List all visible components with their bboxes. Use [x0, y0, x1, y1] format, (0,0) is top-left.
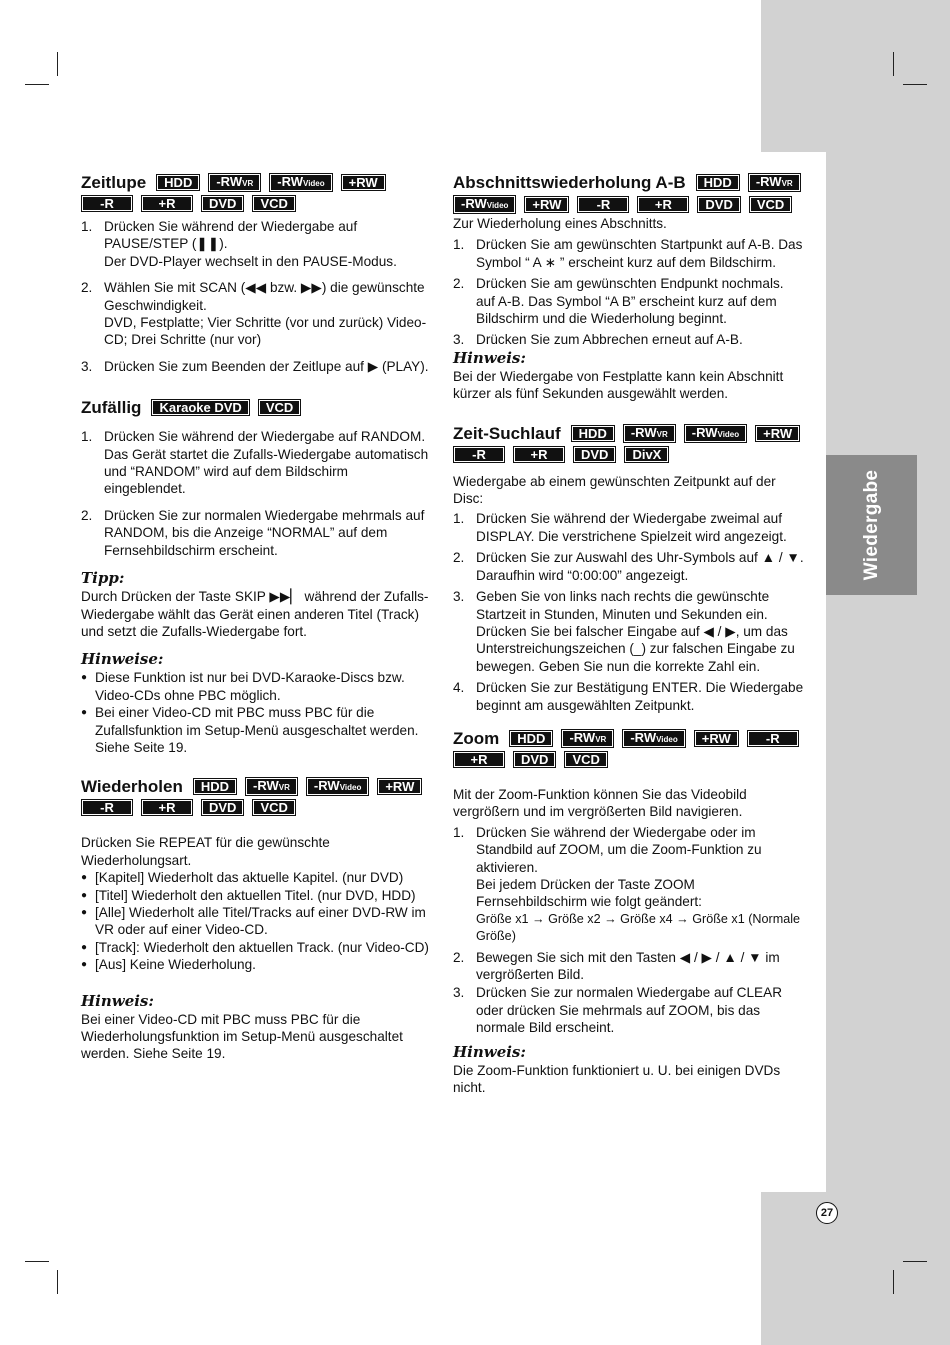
notes-label: Hinweise: [81, 650, 164, 669]
list-item: ● [Kapitel] Wiederholt das aktuelle Kapitel. (nur DVD) [81, 869, 433, 886]
section-title: Abschnittswiederholung A-B [453, 173, 686, 192]
disc-badge: +RW [377, 778, 422, 795]
section-title: Zufällig [81, 398, 142, 418]
tip-label: Tipp: [81, 569, 125, 588]
disc-badge: DVD [697, 196, 740, 213]
list-item [453, 236, 805, 271]
section-header [81, 776, 433, 816]
left-column [81, 172, 433, 1063]
step-text: Drücken Sie am gewünschten Startpunkt auf A-B. Das Symbol “ A ∗ ” erscheint kurz auf dem Bildschirm. [476, 237, 803, 270]
notes-list [81, 669, 433, 756]
disc-badge: VCD [252, 799, 295, 816]
step-number: 1. [81, 219, 93, 234]
crop-mark [903, 1261, 927, 1262]
list-item [81, 218, 433, 270]
disc-badge: -R [577, 196, 629, 213]
repeat-modes-list [81, 869, 433, 973]
list-item [453, 679, 805, 714]
disc-badge: HDD [193, 778, 237, 795]
step-number: 2. [453, 276, 465, 292]
steps-list [453, 236, 805, 348]
list-item: ● [Titel] Wiederholt den aktuellen Titel. (nur DVD, HDD) [81, 887, 433, 904]
list-item: ● [Alle] Wiederholt alle Titel/Tracks auf einer DVD-RW im VR oder auf einer Video-CD. [81, 904, 433, 939]
crop-mark [903, 84, 927, 85]
disc-badge: +RW [694, 730, 739, 747]
intro-text: Drücken Sie REPEAT für die gewünschte Wiederholungsart. [81, 835, 330, 868]
list-item [453, 549, 805, 584]
step-number: 1. [81, 429, 93, 445]
section-header [81, 172, 433, 212]
disc-badge: -R [453, 446, 505, 463]
page-number: 27 [816, 1202, 838, 1224]
right-column [453, 172, 805, 1096]
step-text: DVD, Festplatte; Vier Schritte (vor und zurück) Video-CD; Drei Schritte (nur vor) [104, 315, 427, 348]
intro-text: Wiedergabe ab einem gewünschten Zeitpunkt auf der Disc: [453, 473, 776, 507]
disc-badge: VCD [564, 751, 607, 768]
step-text: Drücken Sie während der Wiedergabe auf PAUSE/STEP (❚❚). [104, 219, 358, 252]
disc-badge: -RWVideo [269, 173, 332, 192]
step-text: Drücken Sie zur Bestätigung ENTER. Die Wiedergabe beginnt am ausgewählten Zeitpunkt. [476, 680, 804, 713]
crop-mark [57, 1270, 58, 1294]
list-item [453, 331, 805, 348]
step-text: Bewegen Sie sich mit den Tasten ◀ / ▶ / ▲ / ▼ im vergrößerten Bild. [476, 949, 780, 982]
steps-list [453, 824, 805, 1037]
note-text: Die Zoom-Funktion funktioniert u. U. bei einigen DVDs nicht. [453, 1062, 781, 1096]
disc-badge: -R [81, 195, 133, 212]
step-text: Drücken Sie zur normalen Wiedergabe mehrmals auf RANDOM, bis die Anzeige “NORMAL” auf dem Fernsehbildschirm erscheint. [104, 507, 425, 558]
disc-badge: -RWVideo [306, 777, 369, 796]
crop-mark [57, 52, 58, 76]
list-item [81, 358, 433, 375]
disc-badge: VCD [749, 196, 792, 213]
disc-badge: +RW [524, 196, 569, 213]
section-header [81, 397, 433, 418]
section-title: Zoom [453, 728, 500, 748]
step-number: 1. [453, 511, 465, 527]
list-item [453, 588, 805, 675]
step-text: Wählen Sie mit SCAN (◀◀ bzw. ▶▶) die gewünschte Geschwindigkeit. [104, 280, 425, 313]
note-label: Hinweis: [453, 348, 526, 367]
intro-text: Mit der Zoom-Funktion können Sie das Videobild vergrößern und im vergrößerten Bild navigieren. [453, 786, 747, 820]
step-text: Drücken Sie während der Wiedergabe auf RANDOM. [104, 429, 426, 445]
step-text: Drücken Sie am gewünschten Endpunkt nochmals. auf A-B. Das Symbol “A B” erscheint kurz auf dem Bildschirm und die Wiederholung beginnt. [476, 276, 784, 327]
steps-list [81, 428, 433, 559]
side-tab-label: Wiedergabe [860, 469, 882, 581]
step-text: Drücken Sie während der Wiedergabe oder im Standbild auf ZOOM, um die Zoom-Funktion zu aktivieren. [476, 824, 762, 875]
list-item [453, 984, 805, 1036]
disc-badge: HDD [696, 174, 740, 191]
step-text: Bei jedem Drücken der Taste ZOOM Fernsehbildschirm wie folgt geändert: [476, 876, 702, 910]
step-number: 2. [81, 507, 93, 523]
disc-badge: -R [747, 730, 799, 747]
list-item [453, 949, 805, 984]
disc-badge: DVD [573, 446, 616, 463]
disc-badge: -RWVR [245, 777, 298, 796]
disc-badge: +RW [341, 174, 386, 191]
section-zeit-suchlauf [453, 423, 805, 714]
crop-mark [893, 52, 894, 76]
list-item: ● [Aus] Keine Wiederholung. [81, 956, 433, 973]
disc-badge: +R [637, 196, 689, 213]
step-number: 2. [453, 949, 465, 965]
disc-badge: DVD [513, 751, 556, 768]
list-item [453, 510, 805, 545]
disc-badge: VCD [258, 399, 301, 416]
step-number: 2. [453, 550, 465, 566]
disc-badge: HDD [156, 174, 200, 191]
section-side-tab [826, 455, 917, 595]
list-item [81, 507, 433, 559]
list-item [81, 428, 433, 498]
section-header [453, 172, 805, 214]
crop-mark [25, 1261, 49, 1262]
section-zeitlupe [81, 172, 433, 375]
disc-badge: -RWVR [561, 729, 614, 748]
section-title: Wiederholen [81, 777, 183, 797]
list-item: ● [Track]: Wiederholt den aktuellen Track. (nur Video-CD) [81, 939, 433, 956]
list-item: ● Diese Funktion ist nur bei DVD-Karaoke-Discs bzw. Video-CDs ohne PBC möglich. [81, 669, 433, 704]
note-label: Hinweis: [453, 1042, 526, 1061]
section-zufaellig [81, 397, 433, 756]
list-item [81, 279, 433, 349]
steps-list [81, 218, 433, 375]
step-text: Das Gerät startet die Zufalls-Wiedergabe automatisch und “RANDOM” wird auf dem Bildschirm eingeblendet. [104, 446, 429, 497]
zoom-sequence-text: Größe x1 → Größe x2 → Größe x4 → Größe x1 (Normale Größe) [476, 911, 801, 944]
step-number: 1. [453, 237, 465, 253]
note-label: Hinweis: [81, 991, 154, 1010]
note-text: Bei einer Video-CD mit PBC muss PBC für die Wiederholungsfunktion im Setup-Menü ausgeschaltet werden. Siehe Seite 19. [81, 1011, 403, 1062]
disc-badge: +R [141, 195, 193, 212]
list-item [453, 275, 805, 327]
disc-badge: +R [513, 446, 565, 463]
disc-badge: -RWVideo [453, 195, 516, 214]
step-number: 3. [453, 332, 465, 348]
disc-badge: +R [453, 751, 505, 768]
step-text: Der DVD-Player wechselt in den PAUSE-Modus. [104, 253, 397, 269]
disc-badge: -RWVideo [622, 729, 685, 748]
section-header [453, 423, 805, 463]
crop-mark [25, 84, 49, 85]
intro-text: Zur Wiederholung eines Abschnitts. [453, 216, 667, 231]
section-header [453, 728, 805, 768]
disc-badge: -RWVR [208, 173, 261, 192]
note-text: Bei der Wiedergabe von Festplatte kann kein Abschnitt kürzer als fünf Sekunden ausgewählt werden. [453, 368, 784, 402]
step-number: 1. [453, 824, 465, 840]
step-text: Drücken Sie zum Abbrechen erneut auf A-B. [476, 332, 743, 348]
step-number: 3. [453, 985, 465, 1001]
step-text: Geben Sie von links nach rechts die gewünschte Startzeit in Stunden, Minuten und Sekunden ein. Drücken Sie bei falscher Eingabe auf ◀ / ▶, um das Unterstreichungszeichen (_) zur falschen Eingabe zu bewegen. Geben Sie nun die korrekte Zahl ein. [476, 589, 795, 674]
step-number: 3. [453, 589, 465, 605]
section-wiederholen [81, 776, 433, 1062]
section-ab-repeat [453, 172, 805, 403]
disc-badge: -RWVideo [684, 424, 747, 443]
section-zoom [453, 728, 805, 1097]
step-text: Drücken Sie zum Beenden der Zeitlupe auf ▶ (PLAY). [104, 358, 429, 374]
crop-mark [893, 1270, 894, 1294]
section-title: Zeitlupe [81, 173, 147, 192]
list-item: ● Bei einer Video-CD mit PBC muss PBC für die Zufallsfunktion im Setup-Menü ausgeschaltet werden. Siehe Seite 19. [81, 704, 433, 756]
step-number: 2. [81, 280, 93, 296]
disc-badge: -RWVR [748, 173, 801, 192]
step-number: 4. [453, 680, 465, 696]
disc-badge: +RW [755, 425, 800, 442]
step-text: Drücken Sie zur normalen Wiedergabe auf CLEAR oder drücken Sie mehrmals auf ZOOM, bis das normale Bild erscheint. [476, 985, 783, 1036]
section-title: Zeit-Suchlauf [453, 423, 561, 443]
disc-badge: VCD [252, 195, 295, 212]
list-item [453, 824, 805, 946]
disc-badge: DVD [201, 799, 244, 816]
disc-badge: DivX [624, 446, 669, 463]
disc-badge: -R [81, 799, 133, 816]
disc-badge: -RWVR [623, 424, 676, 443]
disc-badge: Karaoke DVD [151, 399, 249, 416]
disc-badge: +R [141, 799, 193, 816]
disc-badge: HDD [571, 425, 615, 442]
disc-badge: DVD [201, 195, 244, 212]
step-text: Drücken Sie während der Wiedergabe zweimal auf DISPLAY. Die verstrichene Spielzeit wird angezeigt. [476, 511, 787, 544]
steps-list [453, 510, 805, 713]
disc-badge: HDD [509, 730, 553, 747]
step-number: 3. [81, 358, 93, 374]
step-text: Drücken Sie zur Auswahl des Uhr-Symbols auf ▲ / ▼. Daraufhin wird “0:00:00” angezeigt. [476, 550, 804, 583]
tip-text: Durch Drücken der Taste SKIP ▶▶▏ während der Zufalls-Wiedergabe wählt das Gerät einen anderen Titel (Track) und setzt die Zufalls-Wiedergabe fort. [81, 589, 429, 639]
